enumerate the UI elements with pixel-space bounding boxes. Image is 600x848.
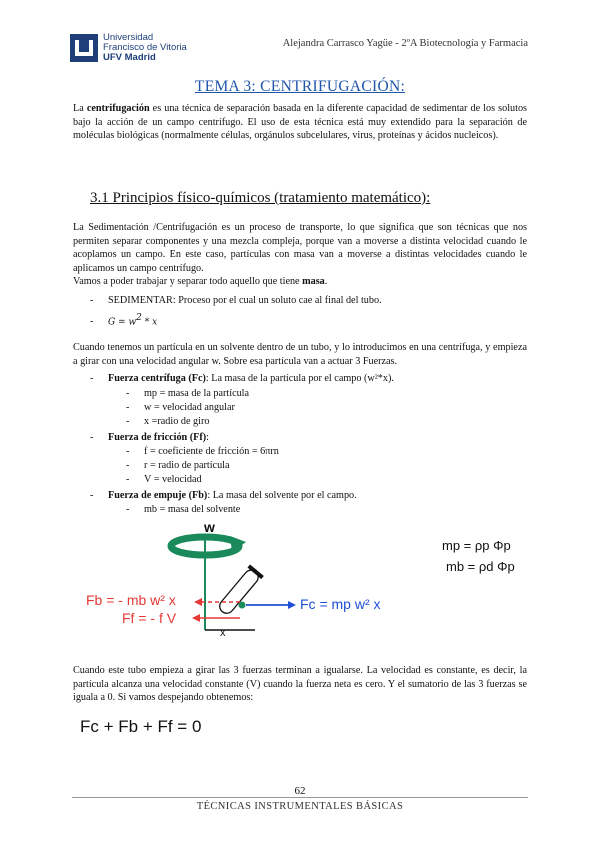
fc-item-3: - x =radio de giro: [126, 416, 210, 427]
force-centrifuga: - Fuerza centrífuga (Fc): La masa de la partícula por el campo (w²*x).: [90, 373, 394, 384]
fb-desc: : La masa del solvente por el campo.: [207, 490, 357, 501]
ff-item-2-text: r = radio de partícula: [144, 460, 230, 471]
equilibrium-paragraph: Cuando este tubo empieza a girar las 3 fuerzas terminan a igualarse. La velocidad es constante, es decir, la partícula alcanza una velocidad constante (V) cuando la fuerza neta es cero. Y el sumatorio de las 3 fuerzas se iguala a 0. Si vamos despejando obtenemos:: [73, 665, 527, 704]
fc-item-1-text: mp = masa de la partícula: [144, 388, 250, 399]
fb-item-1-text: mb = masa del solvente: [144, 504, 241, 515]
fc-arrowhead: [288, 601, 296, 609]
logo-line-3: UFV Madrid: [103, 52, 156, 63]
ufv-logo-icon: [70, 34, 98, 62]
x-label: x: [220, 627, 226, 639]
fb-item-1: - mb = masa del solvente: [126, 504, 241, 515]
fc-desc: : La masa de la partícula por el campo (w²*x).: [205, 373, 394, 384]
fc-title: Fuerza centrífuga (Fc): [108, 373, 206, 384]
fc-item-3-text: x =radio de giro: [144, 416, 210, 427]
rotation-arrow-icon: [171, 536, 246, 555]
sedimentar-text: SEDIMENTAR: Proceso por el cual un soluto cae al final del tubo.: [108, 295, 382, 306]
force-empuje: - Fuerza de empuje (Fb): La masa del solvente por el campo.: [90, 490, 357, 501]
ff-desc: :: [206, 432, 209, 443]
page-number: 62: [294, 785, 306, 797]
force-sum-equation: Fc + Fb + Ff = 0: [80, 717, 202, 736]
formula-g-exp: 2: [136, 313, 142, 323]
transport-text: La Sedimentación /Centrifugación es un proceso de transporte, lo que significa que son técnicas que nos permiten separar componentes y una mezcla compleja, porque van a moverse a distinta velocidad cuando le acoplamos un campo. En este caso, partículas con masa van a moverse a distintas velocidades cuando le aplicamos un campo centrífugo.: [73, 222, 527, 274]
logo-line-1: Universidad: [103, 32, 154, 43]
bullet-sedimentar: - SEDIMENTAR: Proceso por el cual un soluto cae al final del tubo.: [90, 295, 382, 306]
header-author: Alejandra Carrasco Yagüe - 2ºA Biotecnología y Farmacia: [282, 38, 528, 49]
tube-paragraph: Cuando tenemos un partícula en un solvente dentro de un tubo, y lo introducimos en una centrífuga, y empieza a girar con una velocidad angular w. Sobre esa partícula van a actuar 3 Fuerzas.: [73, 342, 527, 367]
intro-post: es una técnica de separación basada en la diferente capacidad de sedimentar de los solutos bajo la acción de un campo centrífugo. El uso de esta técnica está muy extendido para la separación de moléculas biológicas (normalmente células, orgánulos subcelulares, virus, proteínas y ácidos nucleicos).: [73, 103, 528, 142]
force-friccion: - Fuerza de fricción (Ff):: [90, 432, 209, 443]
mass-line-bold: masa: [302, 276, 325, 288]
fc-item-2: - w = velocidad angular: [126, 402, 235, 413]
mp-equation: mp = ρp Φp: [442, 538, 511, 553]
fb-formula-label: Fb = - mb w² x: [86, 592, 176, 608]
intro-paragraph: [73, 102, 527, 143]
section-title: 3.1 Principios físico-químicos (tratamiento matemático):: [90, 190, 431, 206]
page-title: TEMA 3: CENTRIFUGACIÓN:: [194, 78, 406, 95]
ff-item-3-text: V = velocidad: [144, 474, 202, 485]
w-label: w: [204, 519, 215, 535]
formula-g-left: G = w: [108, 317, 137, 328]
mb-equation: mb = ρd Φp: [446, 559, 515, 574]
ff-item-2: - r = radio de partícula: [126, 460, 230, 471]
ff-item-1: - f = coeficiente de fricción = 6πrn: [126, 446, 279, 457]
university-logo: [70, 33, 187, 63]
formula-g-right: * x: [141, 317, 158, 328]
transport-paragraph: [73, 221, 527, 289]
mass-line-pre: Vamos a poder trabajar y separar todo aquello que tiene: [73, 276, 303, 288]
fc-item-2-text: w = velocidad angular: [144, 402, 235, 413]
fb-arrowhead: [194, 598, 202, 606]
intro-term: centrifugación: [86, 103, 150, 114]
bullet-formula-g: - $G = w^2 * x$: [90, 313, 158, 328]
fc-formula-label: Fc = mp w² x: [300, 596, 381, 612]
logo-line-2: Francisco de Vitoria: [103, 42, 187, 53]
ff-item-1-text: f = coeficiente de fricción = 6πrn: [144, 446, 279, 457]
ff-item-3: - V = velocidad: [126, 474, 202, 485]
footer-course-title: TÉCNICAS INSTRUMENTALES BÁSICAS: [196, 801, 404, 812]
intro-pre: La: [73, 103, 87, 114]
mass-line-post: .: [324, 276, 328, 288]
ff-arrowhead: [192, 614, 200, 622]
centrifuge-tube-icon: [215, 564, 263, 617]
footer-divider: [72, 797, 528, 798]
fc-item-1: - mp = masa de la partícula: [126, 388, 250, 399]
fb-title: Fuerza de empuje (Fb): [108, 490, 208, 501]
ff-formula-label: Ff = - f V: [122, 610, 177, 626]
ff-title: Fuerza de fricción (Ff): [108, 432, 207, 443]
